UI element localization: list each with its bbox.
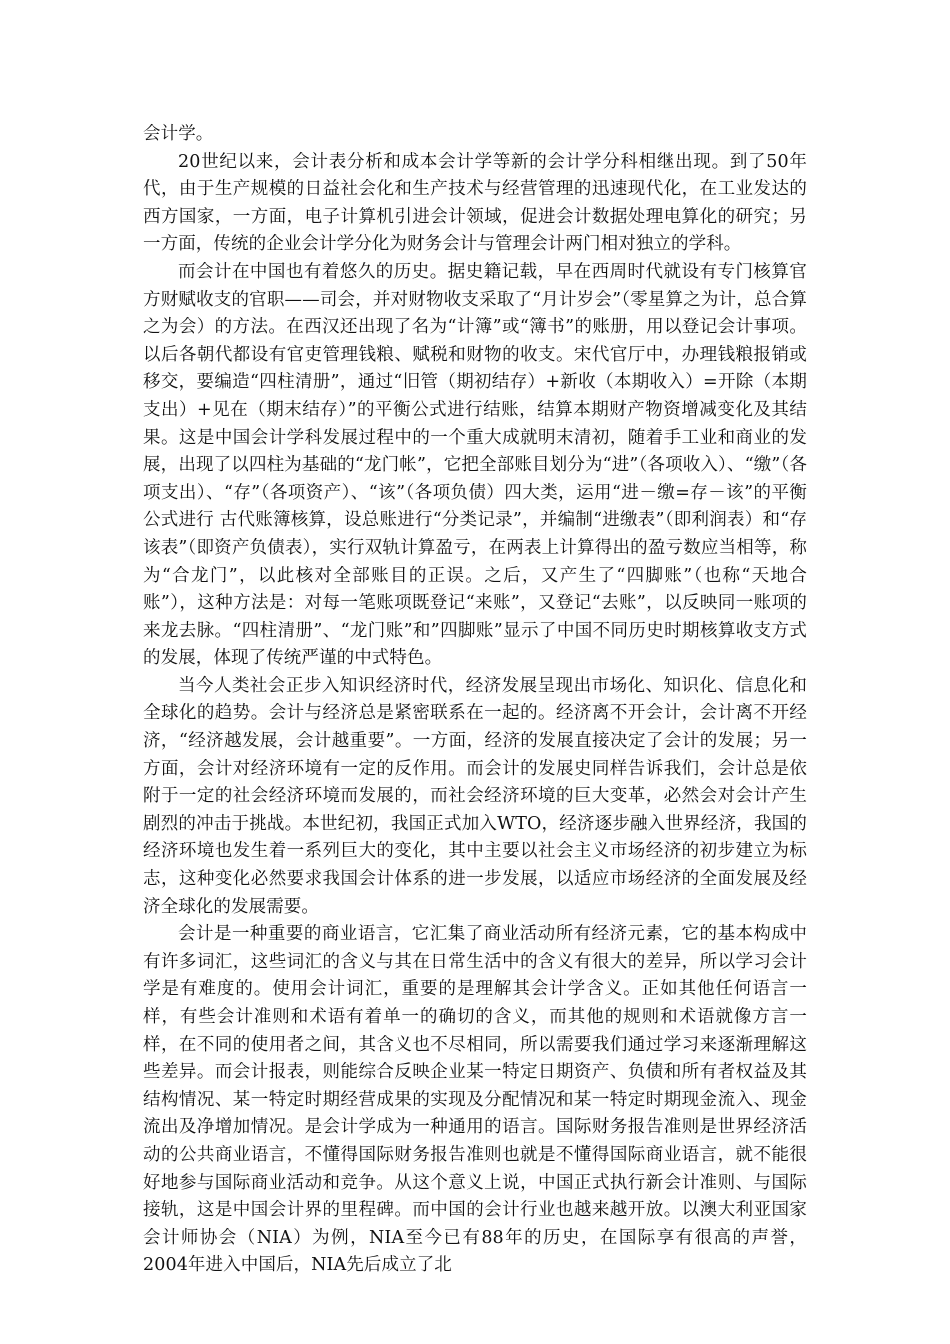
paragraph-5: 会计是一种重要的商业语言，它汇集了商业活动所有经济元素，它的基本构成中有许多词汇，这些词汇的含义与其在日常生活中的含义有很大的差异，所以学习会计学是有难度的。使用会计词汇，重要的是理解其会计学含义。正如其他任何语言一样，有些会计准则和术语有着单一的确切的含义，而其他的规则和术语就像方言一样，在不同的使用者之间，其含义也不尽相同，所以需要我们通过学习来逐渐理解这些差异。而会计报表，则能综合反映企业某一特定日期资产、负债和所有者权益及其结构情况、某一特定时期经营成果的实现及分配情况和某一特定时期现金流入、现金流出及净增加情况。是会计学成为一种通用的语言。国际财务报告准则是世界经济活动的公共商业语言，不懂得国际财务报告准则也就是不懂得国际商业语言，就不能很好地参与国际商业活动和竞争。从这个意义上说，中国正式执行新会计准则、与国际接轨，这是中国会计界的里程碑。而中国的会计行业也越来越开放。以澳大利亚国家会计师协会（NIA）为例，NIA至今已有88年的历史，在国际享有很高的声誉，2004年进入中国后，NIA先后成立了北 xyxy=(143,924,807,1276)
paragraph-3: 而会计在中国也有着悠久的历史。据史籍记载，早在西周时代就设有专门核算官方财赋收支的官职——司会，并对财物收支采取了“月计岁会”（零星算之为计，总合算之为会）的方法。在西汉还出现了名为“计簿”或“簿书”的账册，用以登记会计事项。以后各朝代都设有官吏管理钱粮、赋税和财物的收支。宋代官厅中，办理钱粮报销或移交，要编造“四柱清册”，通过“旧管（期初结存）+新收（本期收入）=开除（本期支出）+见在（期末结存）”的平衡公式进行结账，结算本期财产物资增减变化及其结果。这是中国会计学科发展过程中的一个重大成就明末清初，随着手工业和商业的发展，出现了以四柱为基础的“龙门帐”，它把全部账目划分为“进”（各项收入）、“缴”（各项支出）、“存”（各项资产）、“该”（各项负债）四大类，运用“进－缴=存－该”的平衡公式进行 古代账簿核算，设总账进行“分类记录”，并编制“进缴表”（即利润表）和“存该表”（即资产负债表），实行双轨计算盈亏，在两表上计算得出的盈亏数应当相等，称为“合龙门”，以此核对全部账目的正误。之后，又产生了“四脚账”（也称“天地合账”），这种方法是：对每一笔账项既登记“来账”，又登记“去账”，以反映同一账项的来龙去脉。“四柱清册”、“龙门账”和”四脚账”显示了中国不同历史时期核算收支方式的发展，体现了传统严谨的中式特色。 xyxy=(143,261,807,669)
document-body xyxy=(143,121,807,1280)
paragraph-4: 当今人类社会正步入知识经济时代，经济发展呈现出市场化、知识化、信息化和全球化的趋势。会计与经济总是紧密联系在一起的。经济离不开会计，会计离不开经济，“经济越发展，会计越重要”。一方面，经济的发展直接决定了会计的发展；另一方面，会计对经济环境有一定的反作用。而会计的发展史同样告诉我们，会计总是依附于一定的社会经济环境而发展的，而社会经济环境的巨大变革，必然会对会计产生剧烈的冲击于挑战。本世纪初，我国正式加入WTO，经济逐步融入世界经济，我国的经济环境也发生着一系列巨大的变化，其中主要以社会主义市场经济的初步建立为标志，这种变化必然要求我国会计体系的进一步发展，以适应市场经济的全面发展及经济全球化的发展需要。 xyxy=(143,675,807,917)
paragraph-2: 20世纪以来，会计表分析和成本会计学等新的会计学分科相继出现。到了50年代，由于生产规模的日益社会化和生产技术与经营管理的迅速现代化，在工业发达的西方国家，一方面，电子计算机引进会计领域，促进会计数据处理电算化的研究；另一方面，传统的企业会计学分化为财务会计与管理会计两门相对独立的学科。 xyxy=(143,151,807,255)
paragraph-1: 会计学。 xyxy=(143,124,214,144)
